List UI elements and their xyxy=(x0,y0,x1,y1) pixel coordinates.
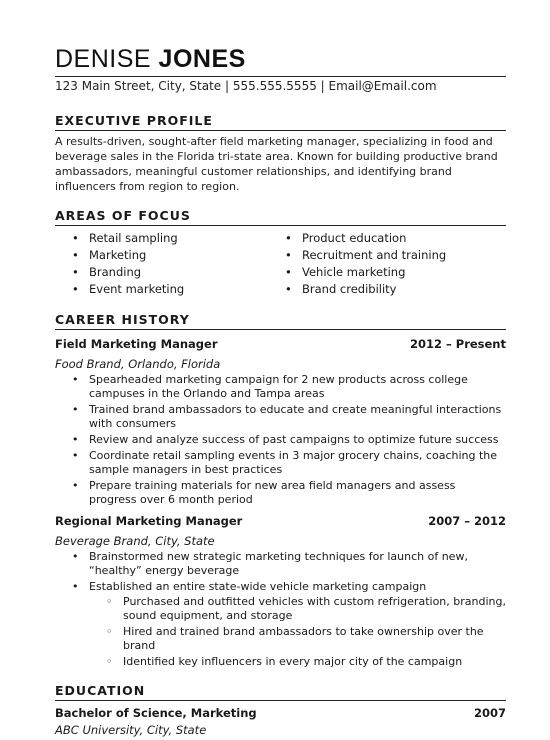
focus-list xyxy=(55,230,506,298)
job-company: Beverage Brand, City, State xyxy=(55,534,215,548)
focus-item: • Retail sampling xyxy=(72,230,285,247)
focus-item: • Recruitment and training xyxy=(285,247,446,264)
job-bullet: • Prepare training materials for new area field managers and assess progress over 6 month period xyxy=(72,479,506,507)
focus-item: • Brand credibility xyxy=(285,281,446,298)
focus-item: • Product education xyxy=(285,230,446,247)
job-dates: 2012 – Present xyxy=(410,337,506,351)
job-company: Food Brand, Orlando, Florida xyxy=(55,357,221,371)
job-dates: 2007 – 2012 xyxy=(428,514,506,528)
focus-item: • Branding xyxy=(72,264,285,281)
job-bullet: • Spearheaded marketing campaign for 2 new products across college campuses in the Orlando and Tampa areas xyxy=(72,373,506,401)
job-bullet: • Review and analyze success of past campaigns to optimize future success xyxy=(72,433,506,447)
focus-column-1 xyxy=(55,230,285,298)
job-bullets xyxy=(55,373,506,507)
section-title-education: EDUCATION xyxy=(55,683,506,701)
section-title-focus: AREAS OF FOCUS xyxy=(55,208,506,226)
job-sub-bullet: ◦ Identified key influencers in every major city of the campaign xyxy=(106,655,506,669)
section-title-career: CAREER HISTORY xyxy=(55,312,506,330)
focus-column-2 xyxy=(285,230,446,298)
candidate-name xyxy=(55,44,506,74)
school: ABC University, City, State xyxy=(55,723,207,737)
profile-text: A results-driven, sought-after field marketing manager, specializing in food and beverage sales in the Florida tri-state area. Known for building productive brand ambassadors, meaningful customer relationships, and identifying brand influencers from region to region. xyxy=(55,135,498,193)
graduation-year: 2007 xyxy=(473,706,506,720)
contact-line: 123 Main Street, City, State | 555.555.5555 | Email@Email.com xyxy=(55,76,506,95)
job-bullet xyxy=(72,580,506,669)
job-bullet: • Brainstormed new strategic marketing techniques for launch of new, “healthy” energy beverage xyxy=(72,550,506,578)
job-title: Regional Marketing Manager xyxy=(55,514,243,528)
degree: Bachelor of Science, Marketing xyxy=(55,706,257,720)
job-title: Field Marketing Manager xyxy=(55,337,218,351)
focus-item: • Event marketing xyxy=(72,281,285,298)
job-sub-bullet: ◦ Purchased and outfitted vehicles with custom refrigeration, branding, sound equipment, and storage xyxy=(106,595,506,623)
job-bullet: • Trained brand ambassadors to educate and create meaningful interactions with consumers xyxy=(72,403,506,431)
education-header xyxy=(55,705,506,721)
job-sub-bullet: ◦ Hired and trained brand ambassadors to take ownership over the brand xyxy=(106,625,506,653)
section-title-profile: EXECUTIVE PROFILE xyxy=(55,113,506,131)
job-bullet: • Coordinate retail sampling events in 3 major grocery chains, coaching the sample managers in best practices xyxy=(72,449,506,477)
job-bullet-text: Established an entire state-wide vehicle marketing campaign xyxy=(89,580,427,593)
job-header xyxy=(55,513,506,529)
job-sub-bullets xyxy=(89,595,506,669)
job-header xyxy=(55,336,506,352)
focus-item: • Vehicle marketing xyxy=(285,264,446,281)
focus-item: • Marketing xyxy=(72,247,285,264)
first-name: DENISE xyxy=(55,45,152,73)
last-name: JONES xyxy=(158,45,246,73)
job-bullets xyxy=(55,550,506,669)
